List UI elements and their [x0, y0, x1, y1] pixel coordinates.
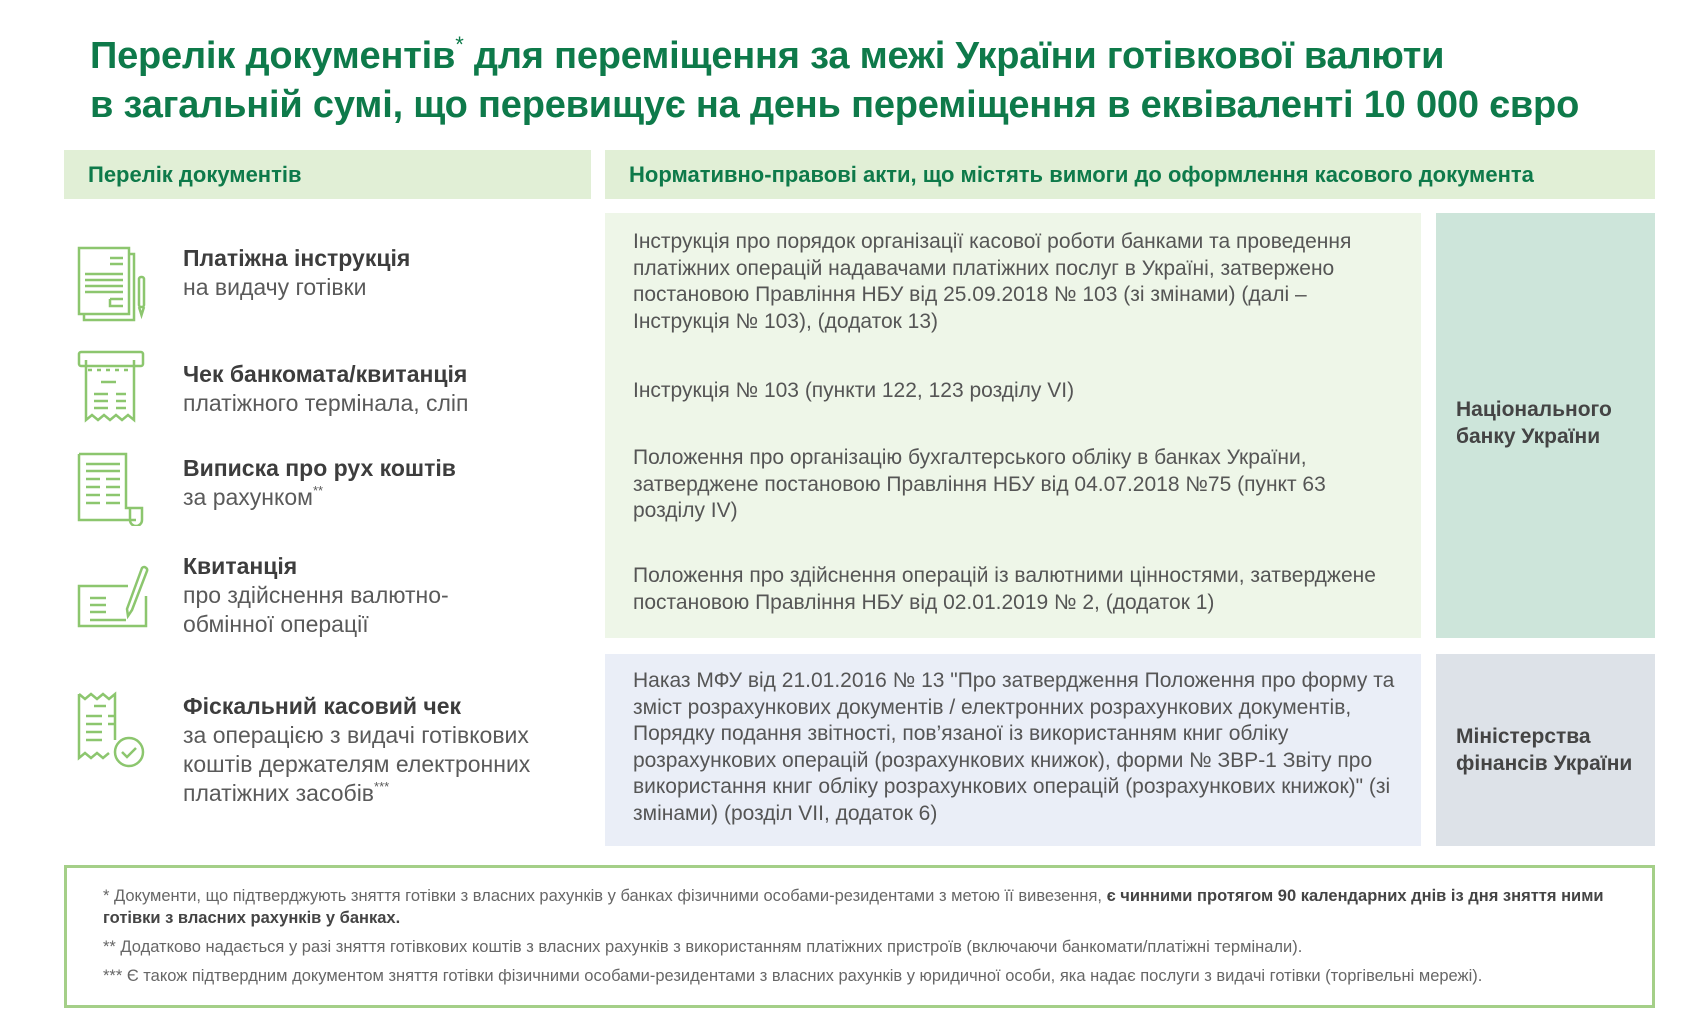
mfu-acts-panel — [605, 654, 1421, 846]
document-item-payment-instruction — [76, 244, 596, 324]
document-title: Платіжна інструкція — [183, 245, 411, 271]
act-item: Положення про організацію бухгалтерського обліку в банках України, затверджене постановою Правління НБУ від 04.07.2018 №75 (пункт 63 розділу IV) — [633, 446, 1326, 522]
mfu-org-panel — [1436, 654, 1655, 846]
fiscal-check-icon — [76, 690, 150, 770]
document-title: Квитанція — [183, 553, 298, 579]
act-item: Інструкція № 103 (пункти 122, 123 розділу VI) — [633, 379, 1075, 402]
documents-column-header: Перелік документів — [64, 150, 591, 199]
document-subtitle: про здійснення валютно- — [183, 582, 449, 608]
acts-column-header: Нормативно-правові акти, що містять вимоги до оформлення касового документа — [605, 150, 1655, 199]
nbu-org-panel — [1436, 213, 1655, 638]
document-subtitle: платіжних засобів*** — [183, 779, 390, 806]
act-item: Інструкція про порядок організації касової роботи банками та проведення платіжних операцій надавачами платіжних послуг в Україні, затвержено постановою Правління НБУ від 25.09.2018 № 103 (зі змінами) (далі – Інструкція № 103), (додаток 13) — [633, 230, 1352, 333]
footnote-3: *** Є також підтвердним документом зняття готівки фізичними особами-резидентами з власних рахунків у юридичної особи, яка надає послуги з видачі готівки (торгівельні мережі). — [103, 967, 1483, 985]
act-item: Наказ МФУ від 21.01.2016 № 13 "Про затвердження Положення про форму та зміст розрахункових документів / електронних розрахункових документів, Порядку подання звітності, пов’язаної із використанням книг обліку розрахункових операцій (розрахункових книжок), форми № ЗВР-1 Звіту про використання книг обліку розрахункових операцій (розрахункових книжок)" (зі змінами) (розділ VII, додаток 6) — [633, 669, 1395, 825]
document-subtitle: обмінної операції — [183, 611, 369, 637]
title-line-2: в загальній сумі, що перевищує на день переміщення в еквіваленті 10 000 євро — [90, 84, 1580, 126]
org-label-nbu: Національного банку України — [1456, 398, 1612, 448]
document-item-fiscal-check — [76, 690, 596, 808]
document-title: Чек банкомата/квитанція — [183, 361, 468, 387]
act-item: Положення про здійснення операцій із валютними цінностями, затверджене постановою Правління НБУ від 02.01.2019 № 2, (додаток 1) — [633, 564, 1376, 614]
org-label-mfu: Міністерства фінансів України — [1456, 725, 1633, 775]
document-title: Виписка про рух коштів — [183, 455, 456, 481]
atm-receipt-icon — [76, 348, 150, 428]
document-item-account-statement — [76, 446, 596, 526]
document-subtitle: платіжного термінала, сліп — [183, 390, 469, 416]
title-line-1: Перелік документів* для переміщення за межі України готівкової валюти — [90, 32, 1445, 77]
payment-instruction-icon — [76, 244, 150, 324]
document-subtitle: коштів держателям електронних — [183, 751, 531, 777]
exchange-receipt-icon — [76, 560, 150, 640]
document-subtitle: за рахунком** — [183, 483, 324, 510]
account-statement-icon — [76, 446, 150, 526]
footnote-1: * Документи, що підтверджують зняття готівки з власних рахунків у банках фізичними особами-резидентами з метою її вивезення, є чинними протягом 90 календарних днів із дня зняття ними готівки з власних рахунків у банках. — [103, 887, 1604, 927]
document-subtitle: на видачу готівки — [183, 274, 367, 300]
footnotes-box — [64, 865, 1655, 1008]
document-item-exchange-receipt — [76, 552, 596, 640]
document-title: Фіскальний касовий чек — [183, 693, 462, 719]
document-subtitle: за операцією з видачі готівкових — [183, 722, 529, 748]
document-item-atm-receipt — [76, 348, 596, 428]
nbu-acts-panel — [605, 213, 1421, 638]
footnote-2: ** Додатково надається у разі зняття готівкових коштів з власних рахунків з використанням платіжних пристроїв (включаючи банкомати/платіжні термінали). — [103, 938, 1303, 956]
page-title — [90, 32, 1670, 130]
